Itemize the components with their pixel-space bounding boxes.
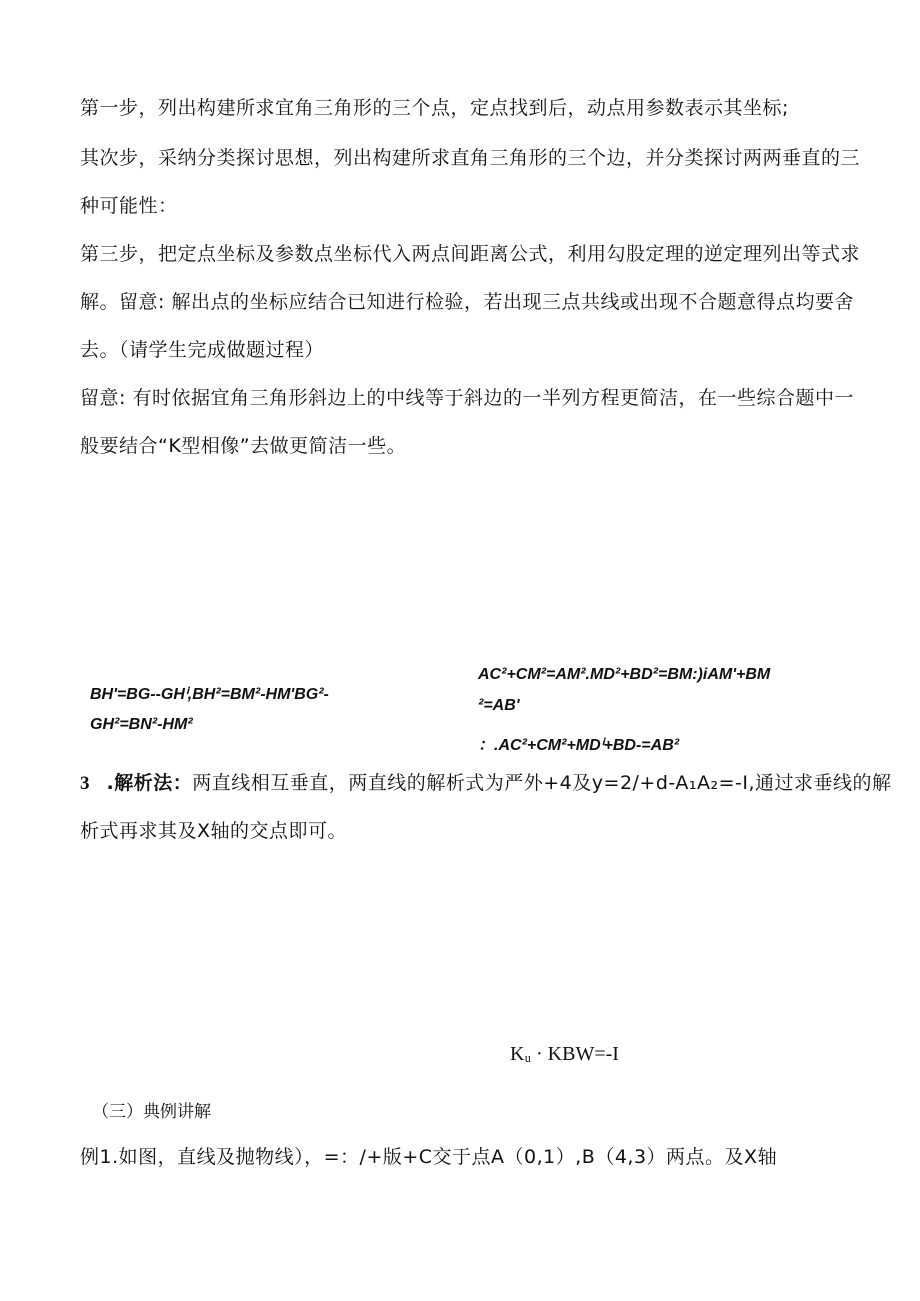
formula-right-line1: AC²+CM²=AM².MD²+BD²=BM:)iAM'+BM xyxy=(478,666,771,683)
paragraph-note-line2: 般要结合“K型相像”去做更简洁一些。 xyxy=(80,435,407,457)
paragraph-step2-line1: 其次步，采纳分类探讨思想，列出构建所求直角三角形的三个边，并分类探讨两两垂直的三 xyxy=(80,147,861,169)
section-title: （三）典例讲解 xyxy=(92,1102,211,1122)
method3-line1 xyxy=(80,771,892,796)
paragraph-step2-line2: 种可能性： xyxy=(80,195,178,217)
method3-line2: 析式再求其及X轴的交点即可。 xyxy=(80,820,348,842)
formula-right-line3: ：.AC²+CM²+MDⁱ+BD-=AB² xyxy=(478,737,680,754)
paragraph-note-line1: 留意: 有时依据宜角三角形斜边上的中线等于斜边的一半列方程更简洁，在一些综合题中一 xyxy=(80,387,854,409)
formula-right-line2: ²=AB' xyxy=(478,697,520,714)
formula-left-line2: GH²=BN²-HM² xyxy=(90,716,193,733)
method3-text-line1: 两直线相互垂直，两直线的解析式为严外+4及y=2∕+d-A₁A₂=-I,通过求垂线的解 xyxy=(192,772,892,794)
method3-number: 3 xyxy=(80,773,90,794)
paragraph-step3-line3: 去。（请学生完成做题过程） xyxy=(80,339,325,361)
example-1: 例1.如图，直线及抛物线），=：/+版+C交于点A（0,1）,B（4,3）两点。及X轴 xyxy=(80,1146,778,1168)
formula-left-line1: BH'=BG--GHⁱ,BH²=BM²-HM'BG²- xyxy=(90,686,329,703)
k-product-formula: Kᵤ · KBW=-I xyxy=(510,1043,619,1065)
method3-title: .解析法： xyxy=(106,772,193,794)
paragraph-step3-line1: 第三步，把定点坐标及参数点坐标代入两点间距离公式，利用勾股定理的逆定理列出等式求 xyxy=(80,243,861,265)
paragraph-step1: 第一步，列出构建所求宜角三角形的三个点，定点找到后，动点用参数表示其坐标; xyxy=(80,97,789,119)
paragraph-step3-line2: 解。留意: 解出点的坐标应结合已知进行检验，若出现三点共线或出现不合题意得点均要舍 xyxy=(80,291,854,313)
